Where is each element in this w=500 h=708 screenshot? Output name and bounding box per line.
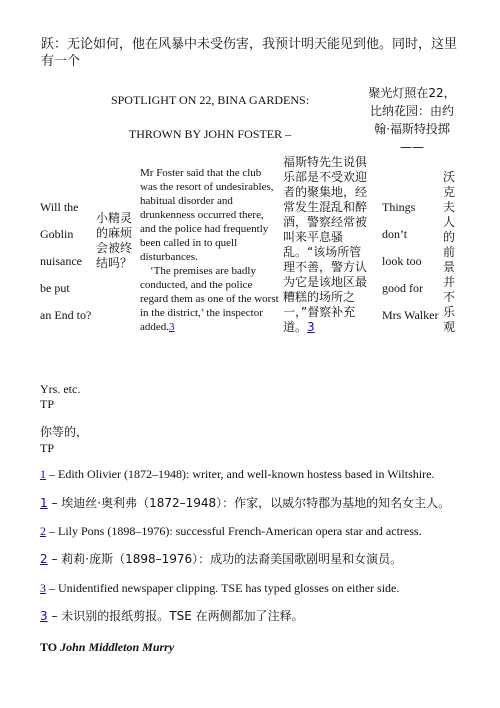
- left-line: nuisance: [40, 254, 82, 268]
- middle-col-zh: [283, 155, 367, 335]
- headline-zh: 聚光灯照在22，比纳花园：由约翰·福斯特投掷——: [368, 86, 456, 154]
- footnote-text: – 未识别的报纸剪报。TSE 在两侧都加了注释。: [47, 609, 304, 623]
- left-line: Will the: [40, 200, 79, 214]
- closing-prefix: TO: [40, 640, 61, 654]
- footnote-text: – 埃迪丝·奥利弗（1872–1948）：作家，以威尔特郡为基地的知名女主人。: [47, 496, 451, 510]
- footnote-ref-3-zh[interactable]: 3: [307, 320, 315, 334]
- footnote-3-en: [40, 580, 399, 596]
- footnote-text: – Unidentified newspaper clipping. TSE has typed glosses on either side.: [46, 581, 400, 595]
- headline-line-1: SPOTLIGHT ON 22, BINA GARDENS:: [110, 93, 310, 107]
- right-line: don’t: [382, 227, 408, 241]
- right-line: Things: [382, 200, 416, 214]
- closing-heading: [40, 640, 174, 655]
- intro-paragraph: 跃：无论如何，他在风暴中未受伤害，我预计明天能见到他。同时，这里有一个: [41, 37, 458, 69]
- closing-name: John Middleton Murry: [60, 640, 175, 654]
- middle-col-zh-text: 福斯特先生说俱乐部是不受欢迎者的聚集地，经常发生混乱和醉酒，警察经常被叫来平息骚乱。“该场所管理不善，警方认为它是该地区最糟糕的场所之一，”督察补充道。: [283, 155, 368, 334]
- headline-line-2: THROWN BY JOHN FOSTER –: [128, 127, 292, 141]
- footnote-text: – Lily Pons (1898–1976): successful French-American opera star and actress.: [46, 524, 422, 538]
- signoff-line-2: TP: [40, 397, 55, 411]
- footnote-num[interactable]: 1: [40, 467, 46, 481]
- signoff-zh-line-2: TP: [40, 441, 55, 455]
- footnote-num[interactable]: 3: [40, 609, 48, 623]
- footnote-text: – 莉莉·庞斯（1898–1976）：成功的法裔美国歌剧明星和女演员。: [47, 552, 403, 566]
- footnote-1-en: [40, 466, 434, 482]
- footnote-num[interactable]: 1: [40, 496, 48, 510]
- footnote-num[interactable]: 3: [40, 581, 46, 595]
- footnote-num[interactable]: 2: [40, 552, 48, 566]
- left-line: an End to?: [40, 308, 92, 322]
- footnote-text: – Edith Olivier (1872–1948): writer, and well-known hostess based in Wiltshire.: [46, 467, 435, 481]
- left-line: be put: [40, 281, 70, 295]
- footnote-3-zh: [40, 608, 304, 624]
- footnote-ref-3[interactable]: 3: [169, 321, 175, 333]
- footnote-num[interactable]: 2: [40, 524, 46, 538]
- middle-para-2-text: ‘The premises are badly conducted, and the police regard them as one of the worst in the district,’ the inspector added.: [140, 265, 279, 333]
- signoff-zh-line-1: 你等的，: [40, 425, 89, 439]
- right-col-zh: 沃克夫人的前景并不乐观: [443, 170, 456, 334]
- left-col-zh: 小精灵的麻烦会被终结吗？: [96, 211, 133, 270]
- right-line: good for: [382, 281, 423, 295]
- middle-para-1: Mr Foster said that the club was the resort of undesirables, habitual disorder and drunkenness occurred there, and the police had frequently been called in to quell disturbances.: [140, 167, 274, 263]
- left-col-en: [40, 200, 100, 335]
- footnote-1-zh: [40, 495, 450, 511]
- right-line: Mrs Walker: [382, 308, 439, 322]
- left-line: Goblin: [40, 227, 74, 241]
- right-col-en: [382, 200, 444, 335]
- signoff-line-1: Yrs. etc.: [40, 382, 81, 396]
- right-line: look too: [382, 254, 422, 268]
- middle-para-2: [140, 264, 280, 334]
- footnote-2-zh: [40, 551, 402, 567]
- middle-col-en: [140, 166, 280, 334]
- footnote-2-en: [40, 523, 422, 539]
